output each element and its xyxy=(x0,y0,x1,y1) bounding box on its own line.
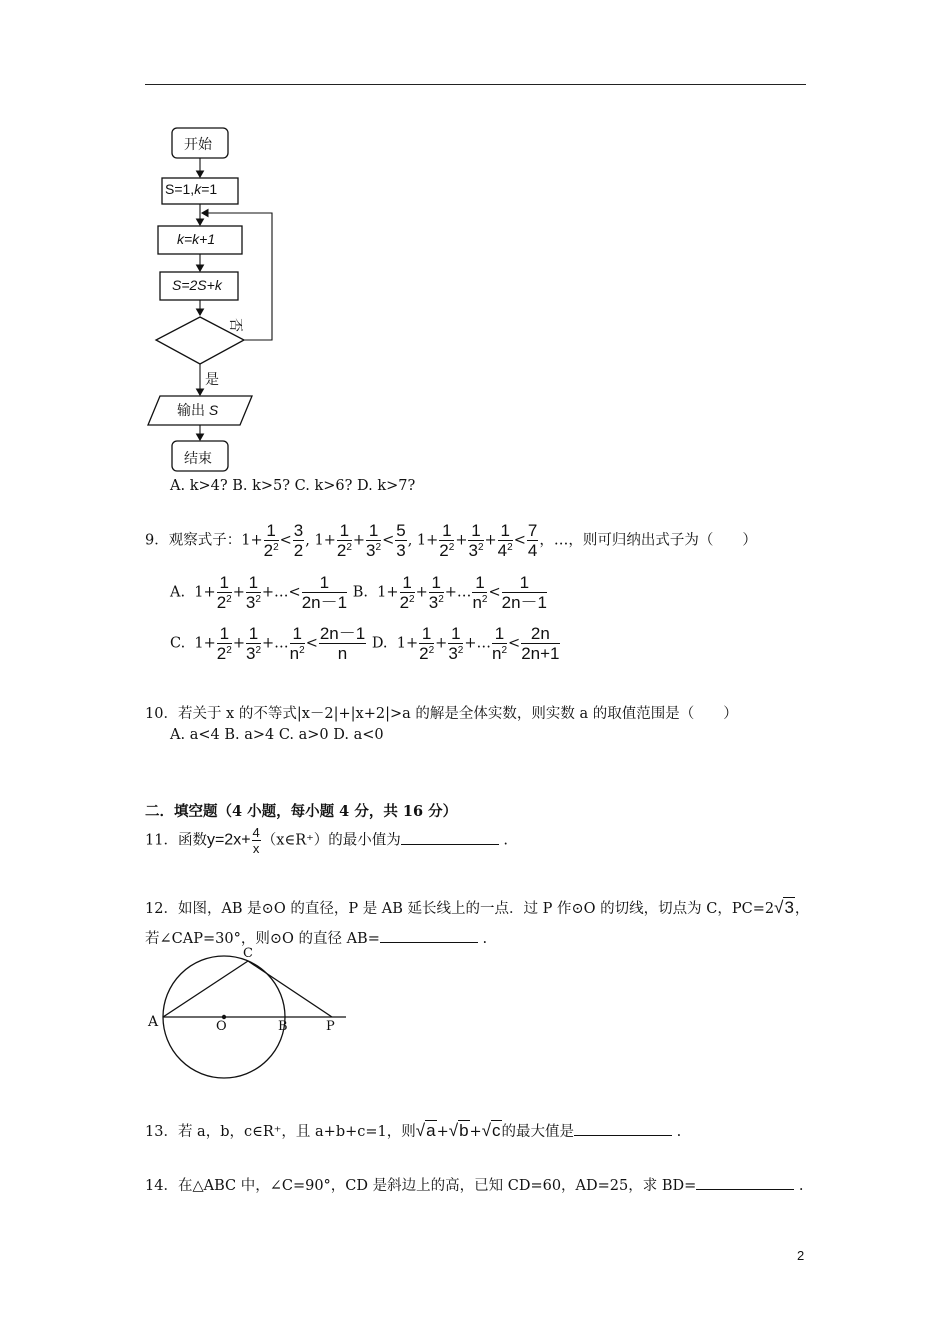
q12-answer-blank[interactable] xyxy=(380,942,478,943)
q14-answer-blank[interactable] xyxy=(696,1189,794,1190)
flow-start-label: 开始 xyxy=(184,136,212,152)
label-A: A xyxy=(148,1014,159,1030)
flow-init-label: S=1,k=1 xyxy=(165,181,218,197)
page-number: 2 xyxy=(797,1248,805,1263)
q11: 11．函数y=2x+ $\frac{4}{x}$ （x∈R⁺）的最小值为 . xyxy=(145,825,508,856)
q12-line1: 12．如图，AB 是⊙O 的直径，P 是 AB 延长线上的一点．过 P 作⊙O 的切线，切点为 C，PC=2√3， xyxy=(145,898,810,917)
flow-yes-label: 是 xyxy=(205,371,219,387)
header-rule xyxy=(145,84,806,85)
q10-stem: 10．若关于 x 的不等式|x－2|+|x+2|>a 的解是全体实数，则实数 a 的取值范围是（ ） xyxy=(145,706,738,722)
q9-options-cd: C. 1+ $\frac{1}{2^2}$ + $\frac{1}{3^2}$ +… $\frac{1}{n^2}$ < $\frac{2n-1}{n}$ D. 1+ $\frac{1}{2^2}$ + $\frac{1}{3^2}$ +… $\frac{1}{n^2}$ < $\frac{2n}{2n+1}$ xyxy=(170,624,560,663)
q13-answer-blank[interactable] xyxy=(574,1135,672,1136)
label-B: B xyxy=(278,1019,288,1034)
label-C: C xyxy=(243,946,253,961)
flow-output-label: 输出 S xyxy=(177,402,219,418)
flow-no-label: 否 xyxy=(228,318,244,332)
flowchart xyxy=(140,120,290,480)
circle-figure xyxy=(140,940,360,1090)
q12-line2: 若∠CAP=30°，则⊙O 的直径 AB= . xyxy=(145,931,488,947)
flow-step1-label: k=k+1 xyxy=(177,231,216,247)
flow-step2-label: S=2S+k xyxy=(172,277,222,293)
section-title: 二．填空题（4 小题，每小题 4 分，共 16 分） xyxy=(145,803,458,820)
q8-options: A. k>4? B. k>5? C. k>6? D. k>7? xyxy=(170,478,416,494)
q13: 13．若 a，b，c∈R⁺，且 a+b+c=1，则√a+√b+√c的最大值是 . xyxy=(145,1121,682,1140)
q14: 14．在△ABC 中，∠C=90°，CD 是斜边上的高，已知 CD=60，AD=25，求 BD= . xyxy=(145,1178,804,1194)
label-O: O xyxy=(216,1019,227,1034)
q11-answer-blank[interactable] xyxy=(401,844,499,845)
label-P: P xyxy=(326,1019,335,1034)
flow-end-label: 结束 xyxy=(184,450,212,466)
q9-options-ab: A. 1+ $\frac{1}{2^2}$ + $\frac{1}{3^2}$ +…< $\frac{1}{2n-1}$ B. 1+ $\frac{1}{2^2}$ + $\frac{1}{3^2}$ +… $\frac{1}{n^2}$ < $\frac{1}{2n-1}$ xyxy=(170,573,547,612)
q10-options: A. a<4 B. a>4 C. a>0 D. a<0 xyxy=(170,727,384,743)
q9-stem: 9．观察式子：1+ $\frac{1}{2^2}$ < $\frac{3}{2}$ , 1+ $\frac{1}{2^2}$ + $\frac{1}{3^2}$ < $\frac{5}{3}$ , 1+ $\frac{1}{2^2}$ + $\frac{1}{3^2}$ + $\frac{1}{4^2}$ < $\frac{7}{4}$ ，…，则可归纳出式子为（ ） xyxy=(145,521,757,560)
